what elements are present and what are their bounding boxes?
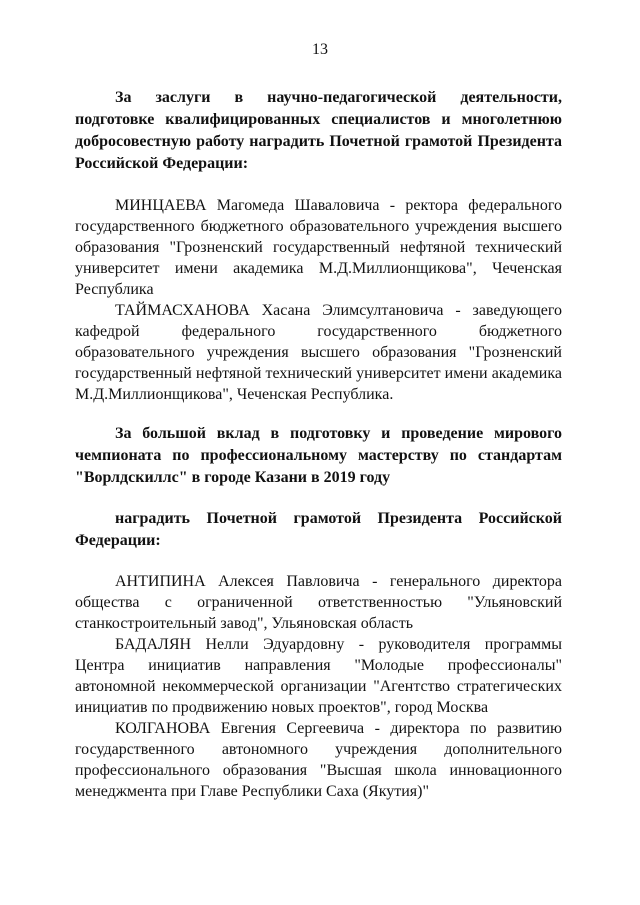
section-title: За заслуги в научно-педагогической деятельности, подготовке квалифицированных специалистов и многолетнюю добросовестную работу наградить Почетной грамотой Президента Российской Федерации: <box>75 89 562 172</box>
award-entry: МИНЦАЕВА Магомеда Шаваловича - ректора федерального государственного бюджетного образовательного учреждения высшего образования "Грозненский государственный нефтяной технический университет имени академика М.Д.Миллионщикова", Чеченская Республика <box>75 197 562 298</box>
award-entry: КОЛГАНОВА Евгения Сергеевича - директора по развитию государственного автономного учреждения дополнительного профессионального образования "Высшая школа инновационного менеджмента при Главе Республики Саха (Якутия)" <box>75 720 562 800</box>
award-entry: БАДАЛЯН Нелли Эдуардовну - руководителя программы Центра инициатив направления "Молодые профессионалы" автономной некоммерческой организации "Агентство стратегических инициатив по продвижению новых проектов", город Москва <box>75 636 562 716</box>
section-title: За большой вклад в подготовку и проведение мирового чемпионата по профессиональному мастерству по стандартам "Ворлдскиллс" в городе Казани в 2019 году <box>75 425 562 486</box>
award-entry: АНТИПИНА Алексея Павловича - генерального директора общества с ограниченной ответственностью "Ульяновский станкостроительный завод", Ульяновская область <box>75 573 562 632</box>
page-number: 13 <box>312 41 328 58</box>
award-statement: наградить Почетной грамотой Президента Российской Федерации: <box>75 510 562 549</box>
award-entry: ТАЙМАСХАНОВА Хасана Элимсултановича - заведующего кафедрой федерального государственного бюджетного образовательного учреждения высшего образования "Грозненский государственный нефтяной технический университет имени академика М.Д.Миллионщикова", Чеченская Республика. <box>75 302 562 403</box>
